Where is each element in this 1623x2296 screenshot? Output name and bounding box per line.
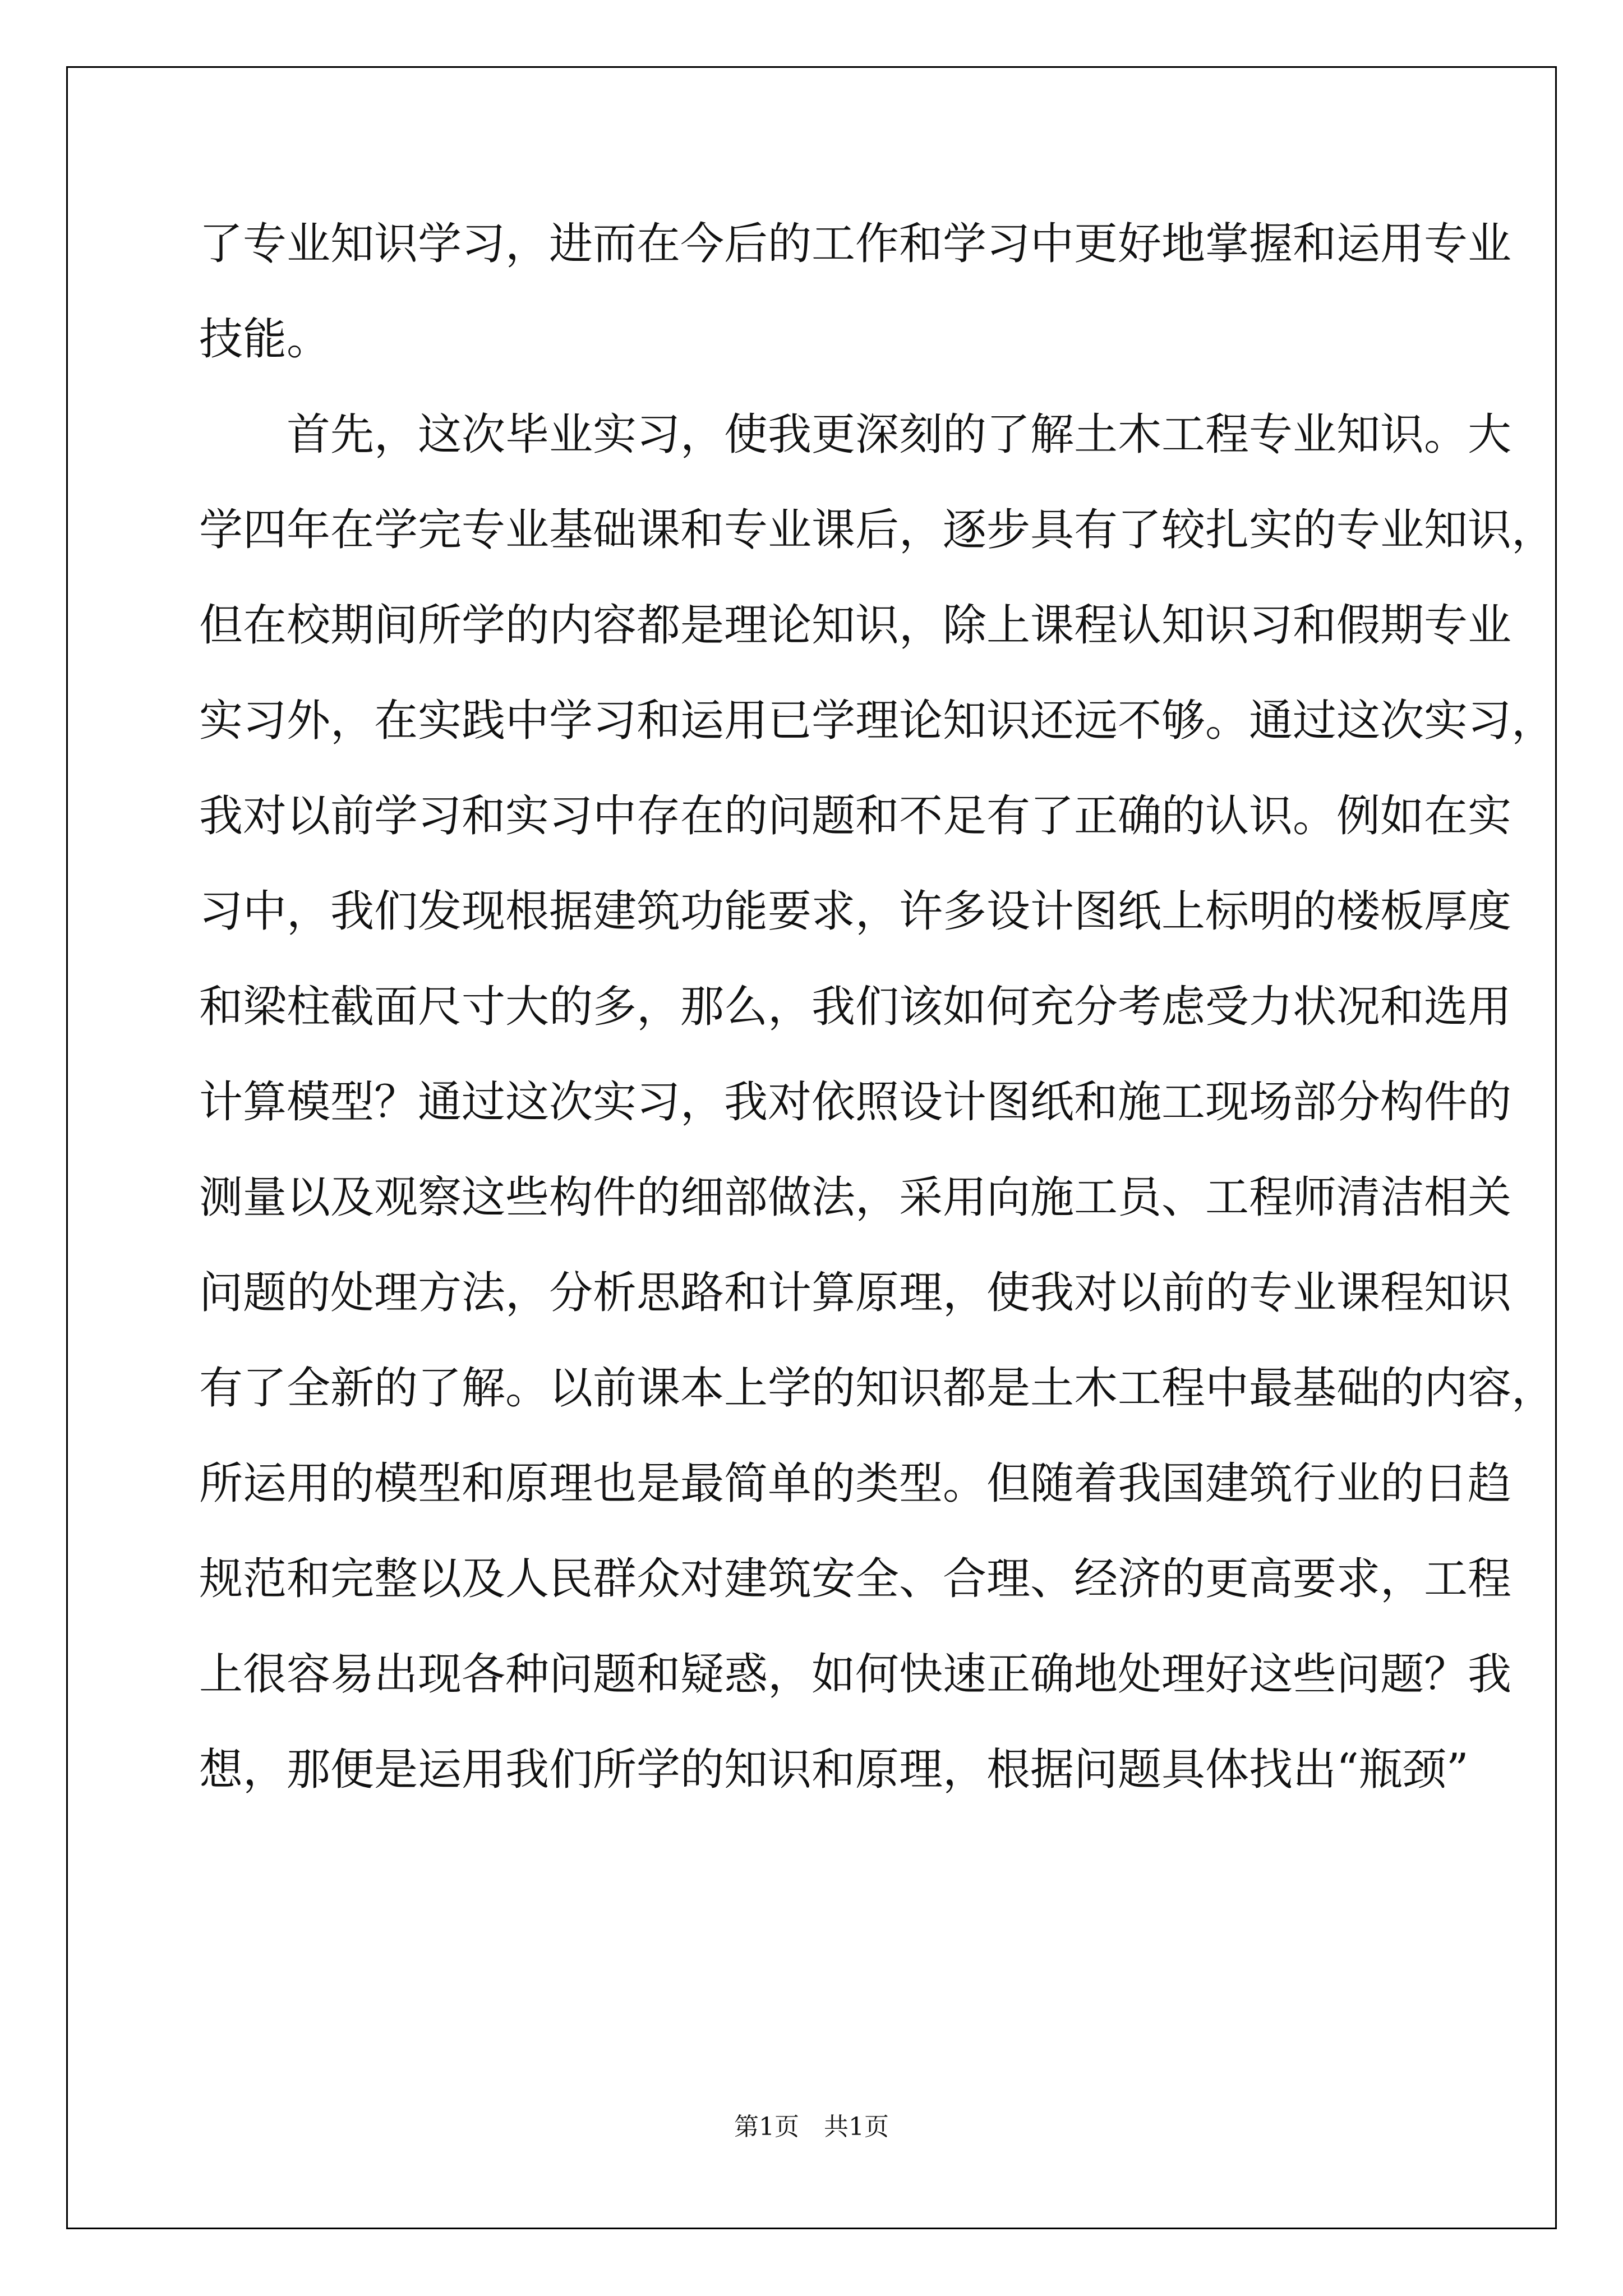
text-line: 想，那便是运用我们所学的知识和原理，根据问题具体找出“瓶颈” [199, 1745, 1469, 1795]
text-line: 上很容易出现各种问题和疑惑，如何快速正确地处理好这些问题？我 [199, 1649, 1512, 1700]
text-line: 学四年在学完专业基础课和专业课后，逐步具有了较扎实的专业知识， [199, 505, 1556, 555]
text-line: 测量以及观察这些构件的细部做法，采用向施工员、工程师清洁相关 [199, 1172, 1512, 1223]
text-line: 但在校期间所学的内容都是理论知识，除上课程认知识习和假期专业 [199, 600, 1512, 651]
text-line: 计算模型？通过这次实习，我对依照设计图纸和施工现场部分构件的 [199, 1077, 1512, 1128]
text-line: 我对以前学习和实习中存在的问题和不足有了正确的认识。例如在实 [199, 791, 1512, 841]
text-line: 习中，我们发现根据建筑功能要求，许多设计图纸上标明的楼板厚度 [199, 886, 1512, 937]
text-line: 和梁柱截面尺寸大的多，那么，我们该如何充分考虑受力状况和选用 [199, 982, 1512, 1032]
text-line: 了专业知识学习，进而在今后的工作和学习中更好地掌握和运用专业 [199, 219, 1512, 269]
text-line: 技能。 [199, 314, 331, 365]
page-border [66, 66, 1557, 2229]
text-line: 问题的处理方法，分析思路和计算原理，使我对以前的专业课程知识 [199, 1268, 1512, 1318]
text-line: 所运用的模型和原理也是最简单的类型。但随着我国建筑行业的日趋 [199, 1458, 1512, 1509]
text-line: 实习外，在实践中学习和运用已学理论知识还远不够。通过这次实习， [199, 696, 1556, 746]
paragraph-first-line: 首先，这次毕业实习，使我更深刻的了解土木工程专业知识。大 [287, 409, 1512, 460]
page-number-footer: 第1页 共1页 [734, 2113, 889, 2141]
text-line: 有了全新的了解。以前课本上学的知识都是土木工程中最基础的内容， [199, 1363, 1556, 1414]
text-line: 规范和完整以及人民群众对建筑安全、合理、经济的更高要求，工程 [199, 1554, 1512, 1604]
